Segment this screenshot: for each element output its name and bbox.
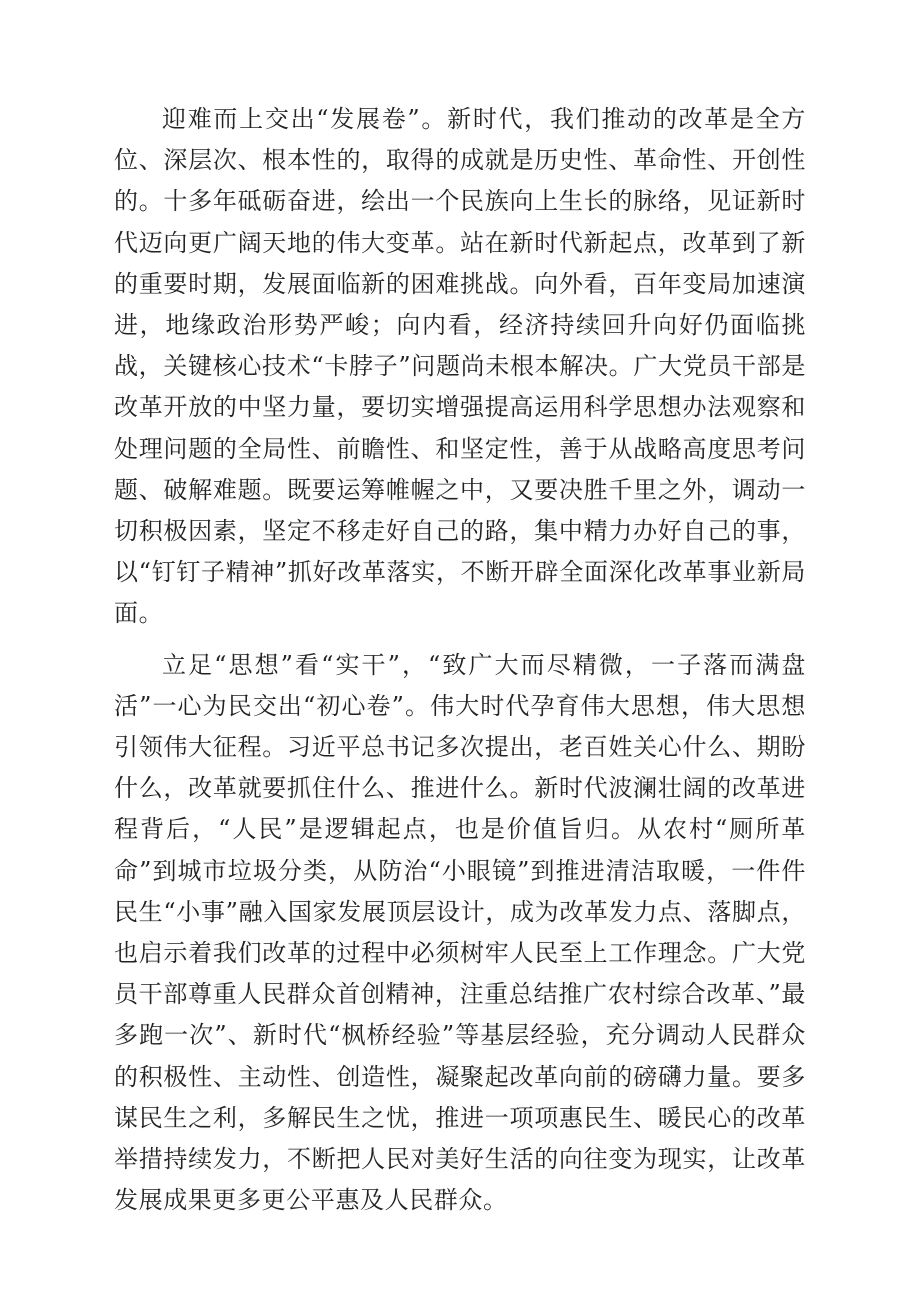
paragraph-development: 迎难而上交出“发展卷”。新时代，我们推动的改革是全方位、深层次、根本性的，取得的成就是历史性、革命性、开创性的。十多年砥砺奋进，绘出一个民族向上生长的脉络，见证新时代迈向更广阔天地的伟大变革。站在新时代新起点，改革到了新的重要时期，发展面临新的困难挑战。向外看，百年变局加速演进，地缘政治形势严峻；向内看，经济持续回升向好仍面临挑战，关键核心技术“卡脖子”问题尚未根本解决。广大党员干部是改革开放的中坚力量，要切实增强提高运用科学思想办法观察和处理问题的全局性、前瞻性、和坚定性，善于从战略高度思考问题、破解难题。既要运筹帷幄之中，又要决胜千里之外，调动一切积极因素，坚定不移走好自己的路，集中精力办好自己的事，以“钉钉子精神”抓好改革落实，不断开辟全面深化改革事业新局面。 <box>114 105 806 628</box>
paragraph-people: 立足“思想”看“实干”，“致广大而尽精微，一子落而满盘活”一心为民交出“初心卷”。伟大时代孕育伟大思想，伟大思想引领伟大征程。习近平总书记多次提出，老百姓关心什么、期盼什么，改革就要抓住什么、推进什么。新时代波澜壮阔的改革进程背后，“人民”是逻辑起点，也是价值旨归。从农村“厕所革命”到城市垃圾分类，从防治“小眼镜”到推进清洁取暖，一件件民生“小事”融入国家发展顶层设计，成为改革发力点、落脚点，也启示着我们改革的过程中必须树牢人民至上工作理念。广大党员干部尊重人民群众首创精神，注重总结推广农村综合改革、”最多跑一次”、新时代“枫桥经验”等基层经验，充分调动人民群众的积极性、主动性、创造性，凝聚起改革向前的磅礴力量。要多谋民生之利，多解民生之忧，推进一项项惠民生、暖民心的改革举措持续发力，不断把人民对美好生活的向往变为现实，让改革发展成果更多更公平惠及人民群众。 <box>114 650 806 1215</box>
document-body <box>114 99 806 1221</box>
